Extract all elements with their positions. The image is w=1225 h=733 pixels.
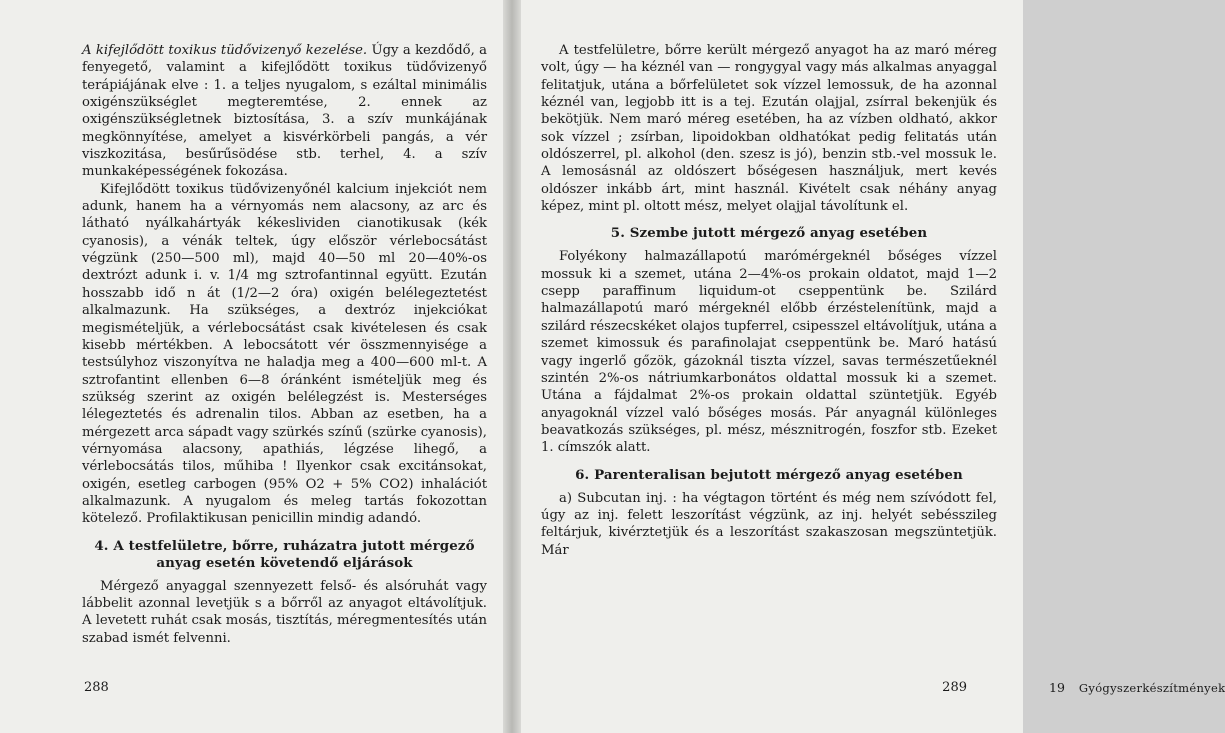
- left-page: [0, 0, 511, 733]
- skin-contact-text: A testfelületre, bőrre került mérgező anyagot ha az maró méreg volt, úgy — ha kéznél van — rongygyal vagy más alkalmas anyaggal felitatjuk, utána a bőrfelületet sok vízzel lemossuk, de ha azonnal kéznél van, legjobb itt is a tej. Ezután olajjal, zsírral bekenjük és bekötjük. Nem maró méreg esetében, ha az vízben oldható, akkor sok vízzel ; zsírban, lipoidokban oldhatókat pedig felitatás után oldószerrel, pl. alkohol (den. szesz is jó), benzin stb.-vel mossuk le. A lemosásnál az oldószert bőségesen használjuk, mert kevés oldószer inkább árt, mint használ. Kivételt csak néhány anyag képez, mint pl. oltott mész, melyet olajjal távolítunk el.: [541, 43, 997, 215]
- page-number-left: 288: [84, 680, 109, 695]
- section-4-text: Mérgező anyaggal szennyezett felső- és alsóruhát vagy lábbelit azonnal levetjük s a bőrről az anyagot eltávolítjuk. A levetett ruhát csak mosás, tisztítás, méregmentesítés után szabad ismét felvenni.: [82, 578, 487, 646]
- section-6-text: a) Subcutan inj. : ha végtagon történt és még nem szívódott fel, úgy az inj. felett leszorítást végzünk, az inj. helyét sebésszileg feltárjuk, kivérztetjük és a leszorítást szakaszosan megszüntetjük. Már: [541, 490, 997, 558]
- left-column: [82, 42, 487, 647]
- signature-mark: [1049, 680, 1225, 695]
- signature-number: 19: [1049, 680, 1065, 695]
- section-5-heading: 5. Szembe jutott mérgező anyag esetében: [610, 225, 928, 242]
- paragraph-body: Úgy a kezdődő, a fenyegető, valamint a kifejlődött toxikus tüdővizenyő terápiájának elve : 1. a teljes nyugalom, s ezáltal minimális oxigénszükséglet megteremtése, 2. ennek az oxigénszükségletnek biztosítása, 3. a szív munkájának megkönnyítése, amelyet a kisvérkörbeli pangás, a vér viszkozitása, besűrűsödése stb. terhel, 4. a szív munkaképességének fokozása.: [82, 43, 488, 180]
- paragraph-calcium: Kifejlődött toxikus tüdővizenyőnél kalcium injekciót nem adunk, hanem ha a vérnyomás nem alacsony, az arc és látható nyálkahártyák kékeslividen cianotikusak (kék cyanosis), a vénák teltek, úgy először vérlebocsátást végzünk (250—500 ml), majd 40—50 ml 20—40%-os dextrózt adunk i. v. 1/4 mg sztrofantinnal együtt. Ezután hosszabb idő n át (1/2—2 óra) oxigén belélegeztetést alkalmazunk. Ha szükséges, a dextróz injekciókat megismételjük, a vérlebocsátást csak kivételesen és csak kisebb mértékben. A lebocsátott vér összmennyisége a testsúlyhoz viszonyítva ne haladja meg a 400—600 ml-t. A sztrofantint ellenben 6—8 óránként ismételjük meg és szükség szerint az oxigén belélegzést is. Mesterséges lélegeztetés és adrenalin tilos. Abban az esetben, ha a mérgezett arca sápadt vagy szürkés színű (szürke cyanosis), vérnyomása alacsony, apathiás, légzése lihegő, a vérlebocsátás tilos, műhiba ! Ilyenkor csak excitánsokat, oxigén, esetleg carbogen (95% O2 + 5% CO2) inhalációt alkalmazunk. A nyugalom és meleg tartás fokozottan kötelező. Profilaktikusan penicillin mindig adandó.: [82, 181, 487, 527]
- right-page: [511, 0, 1225, 733]
- section-5-text: Folyékony halmazállapotú marómérgeknél bőséges vízzel mossuk ki a szemet, utána 2—4%-os prokain oldatot, majd 1—2 csepp paraffinum liquidum-ot cseppentünk be. Szilárd halmazállapotú maró mérgeknél előbb érzéstelenítünk, majd a szilárd részecskéket olajos tupferrel, csipesszel eltávolítjuk, utána a szemet kimossuk és parafinolajat cseppentünk be. Maró hatású vagy ingerlő gőzök, gázoknál tiszta vízzel, savas természetűeknél szintén 2%-os nátriumkarbonátos oldattal mossuk ki a szemet. Utána a fájdalmat 2%-os prokain oldattal szüntetjük. Egyéb anyagoknál vízzel való bőséges mosás. Pár anyagnál különleges beavatkozás szükséges, pl. mész, mésznitrogén, foszfor stb. Ezeket 1. címszók alatt.: [541, 249, 997, 456]
- book-gutter: [503, 0, 521, 733]
- page-number-right: 289: [942, 680, 967, 695]
- right-column: [541, 42, 997, 559]
- section-4-heading: 4. A testfelületre, bőrre, ruházatra jutott mérgező anyag esetén követendő eljárások: [94, 537, 475, 571]
- paragraph-lead-italic: A kifejlődött toxikus tüdővizenyő kezelése.: [82, 43, 368, 58]
- section-6-heading: 6. Parenteralisan bejutott mérgező anyag esetében: [575, 466, 963, 483]
- paragraph-toxic-edema: [82, 42, 487, 181]
- signature-title: Gyógyszerkészítmények: [1078, 681, 1225, 695]
